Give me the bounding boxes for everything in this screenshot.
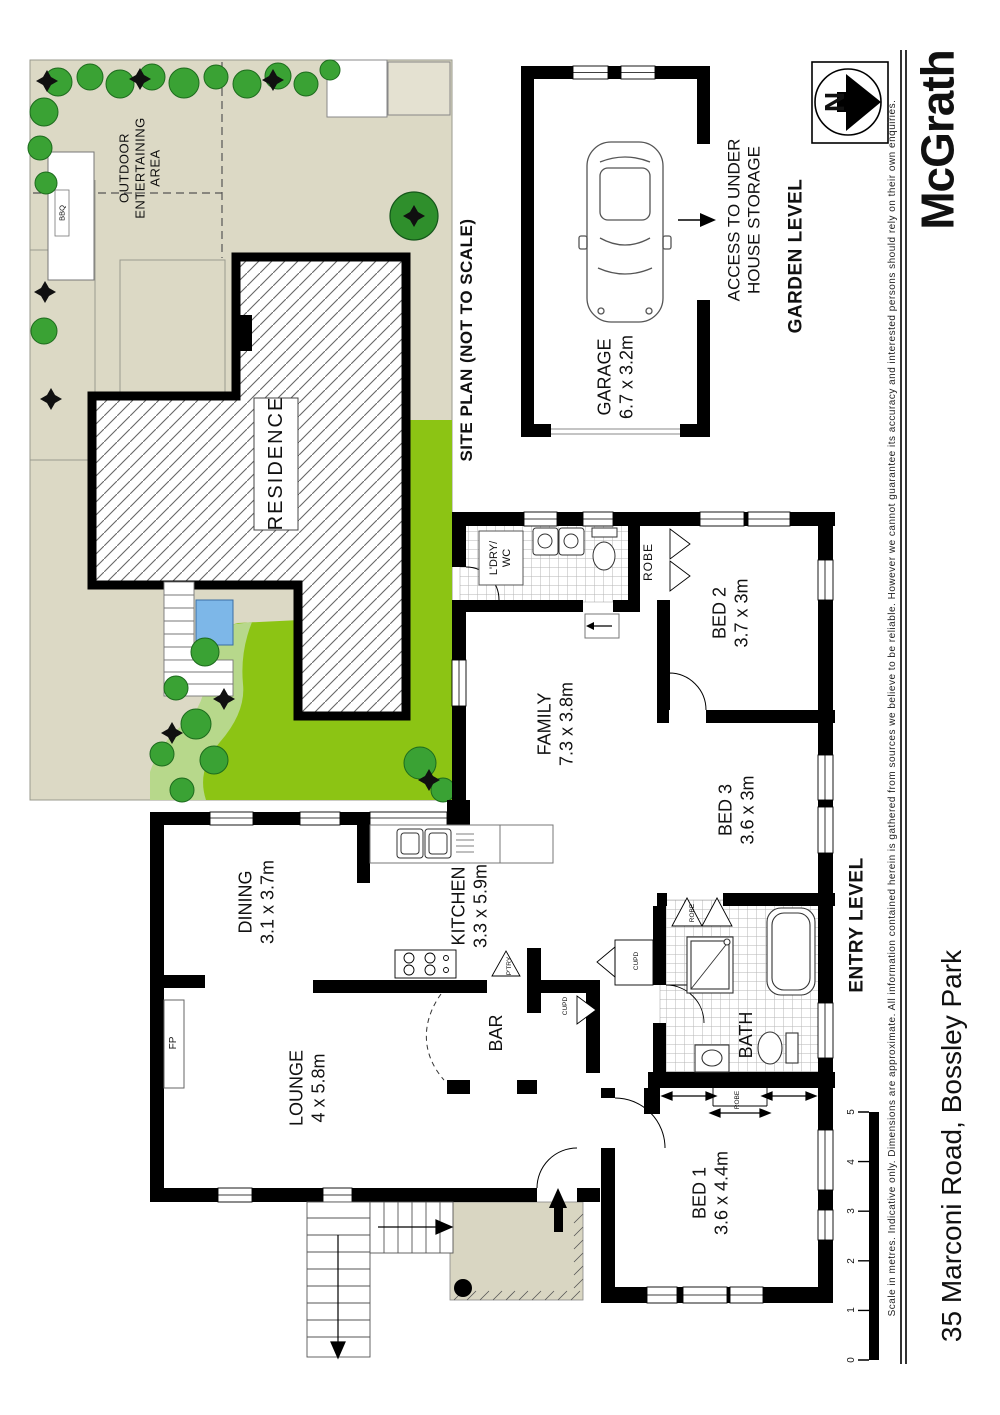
- separator-lines: [901, 50, 906, 1364]
- room-label-bed1: BED 1 3.6 x 4.4m: [689, 1150, 731, 1236]
- laundry-label: L'DRY/ WC: [487, 540, 513, 576]
- room-label-family: FAMILY 7.3 x 3.8m: [534, 681, 576, 767]
- brand-logo: McGrath: [911, 50, 964, 230]
- site-plan-graphic: [28, 60, 455, 802]
- car-icon: [579, 142, 671, 322]
- entry-level-title: ENTRY LEVEL: [846, 857, 868, 993]
- disclaimer-text: Scale in metres. Indicative only. Dimensions are approximate. All information contained herein is gathered from sources we believe to be reliable. However we cannot guarantee its accuracy and interested persons should rely on their own enquiries.: [887, 99, 898, 1317]
- room-label-kitchen: KITCHEN 3.3 x 5.9m: [448, 863, 490, 949]
- garden-level-title: GARDEN LEVEL: [785, 178, 807, 334]
- scale-tick-2: 2: [846, 1258, 857, 1264]
- scale-tick-1: 1: [846, 1307, 857, 1313]
- scale-tick-5: 5: [846, 1109, 857, 1115]
- stairs: [307, 1202, 453, 1357]
- cooktop-island: [395, 950, 456, 978]
- cupd-label-bath: CUPD: [633, 951, 641, 971]
- kitchen-bench: [370, 825, 553, 863]
- residence-label: RESIDENCE: [265, 395, 287, 531]
- room-label-lounge: LOUNGE 4 x 5.8m: [286, 1049, 328, 1127]
- cupd-label-bar: CUPD: [562, 996, 570, 1016]
- bbq-label: BBQ: [57, 205, 67, 221]
- fireplace-label: FP: [168, 1036, 179, 1050]
- robe-label: ROBE: [640, 542, 655, 582]
- room-label-bath: BATH: [736, 1011, 757, 1059]
- room-label-bed3: BED 3 3.6 x 3m: [715, 775, 757, 845]
- scale-tick-3: 3: [846, 1208, 857, 1214]
- storage-arrow-icon: [678, 213, 716, 227]
- bar-counter: [426, 994, 444, 1080]
- room-label-dining: DINING 3.1 x 3.7m: [235, 859, 277, 945]
- address-text: 35 Marconi Road, Bossley Park: [936, 949, 968, 1343]
- robe-label-bed3: ROBE: [689, 903, 697, 923]
- scale-tick-0: 0: [846, 1357, 857, 1363]
- scale-tick-4: 4: [846, 1159, 857, 1165]
- room-label-bar: BAR: [486, 1014, 507, 1052]
- outdoor-area-label: OUTDOOR ENTERTAINING AREA: [116, 117, 163, 219]
- compass-n-label: N: [819, 91, 851, 113]
- robe-label-bed1: ROBE: [734, 1090, 742, 1110]
- storage-note-label: ACCESS TO UNDER HOUSE STORAGE: [724, 138, 764, 302]
- room-label-bed2: BED 2 3.7 x 3m: [709, 578, 751, 648]
- pantry-label: P'TRY: [506, 956, 514, 976]
- scale-bar: [858, 1112, 879, 1360]
- site-plan-title: SITE PLAN (NOT TO SCALE): [456, 218, 476, 462]
- room-label-garage: GARAGE 6.7 x 3.2m: [594, 334, 636, 420]
